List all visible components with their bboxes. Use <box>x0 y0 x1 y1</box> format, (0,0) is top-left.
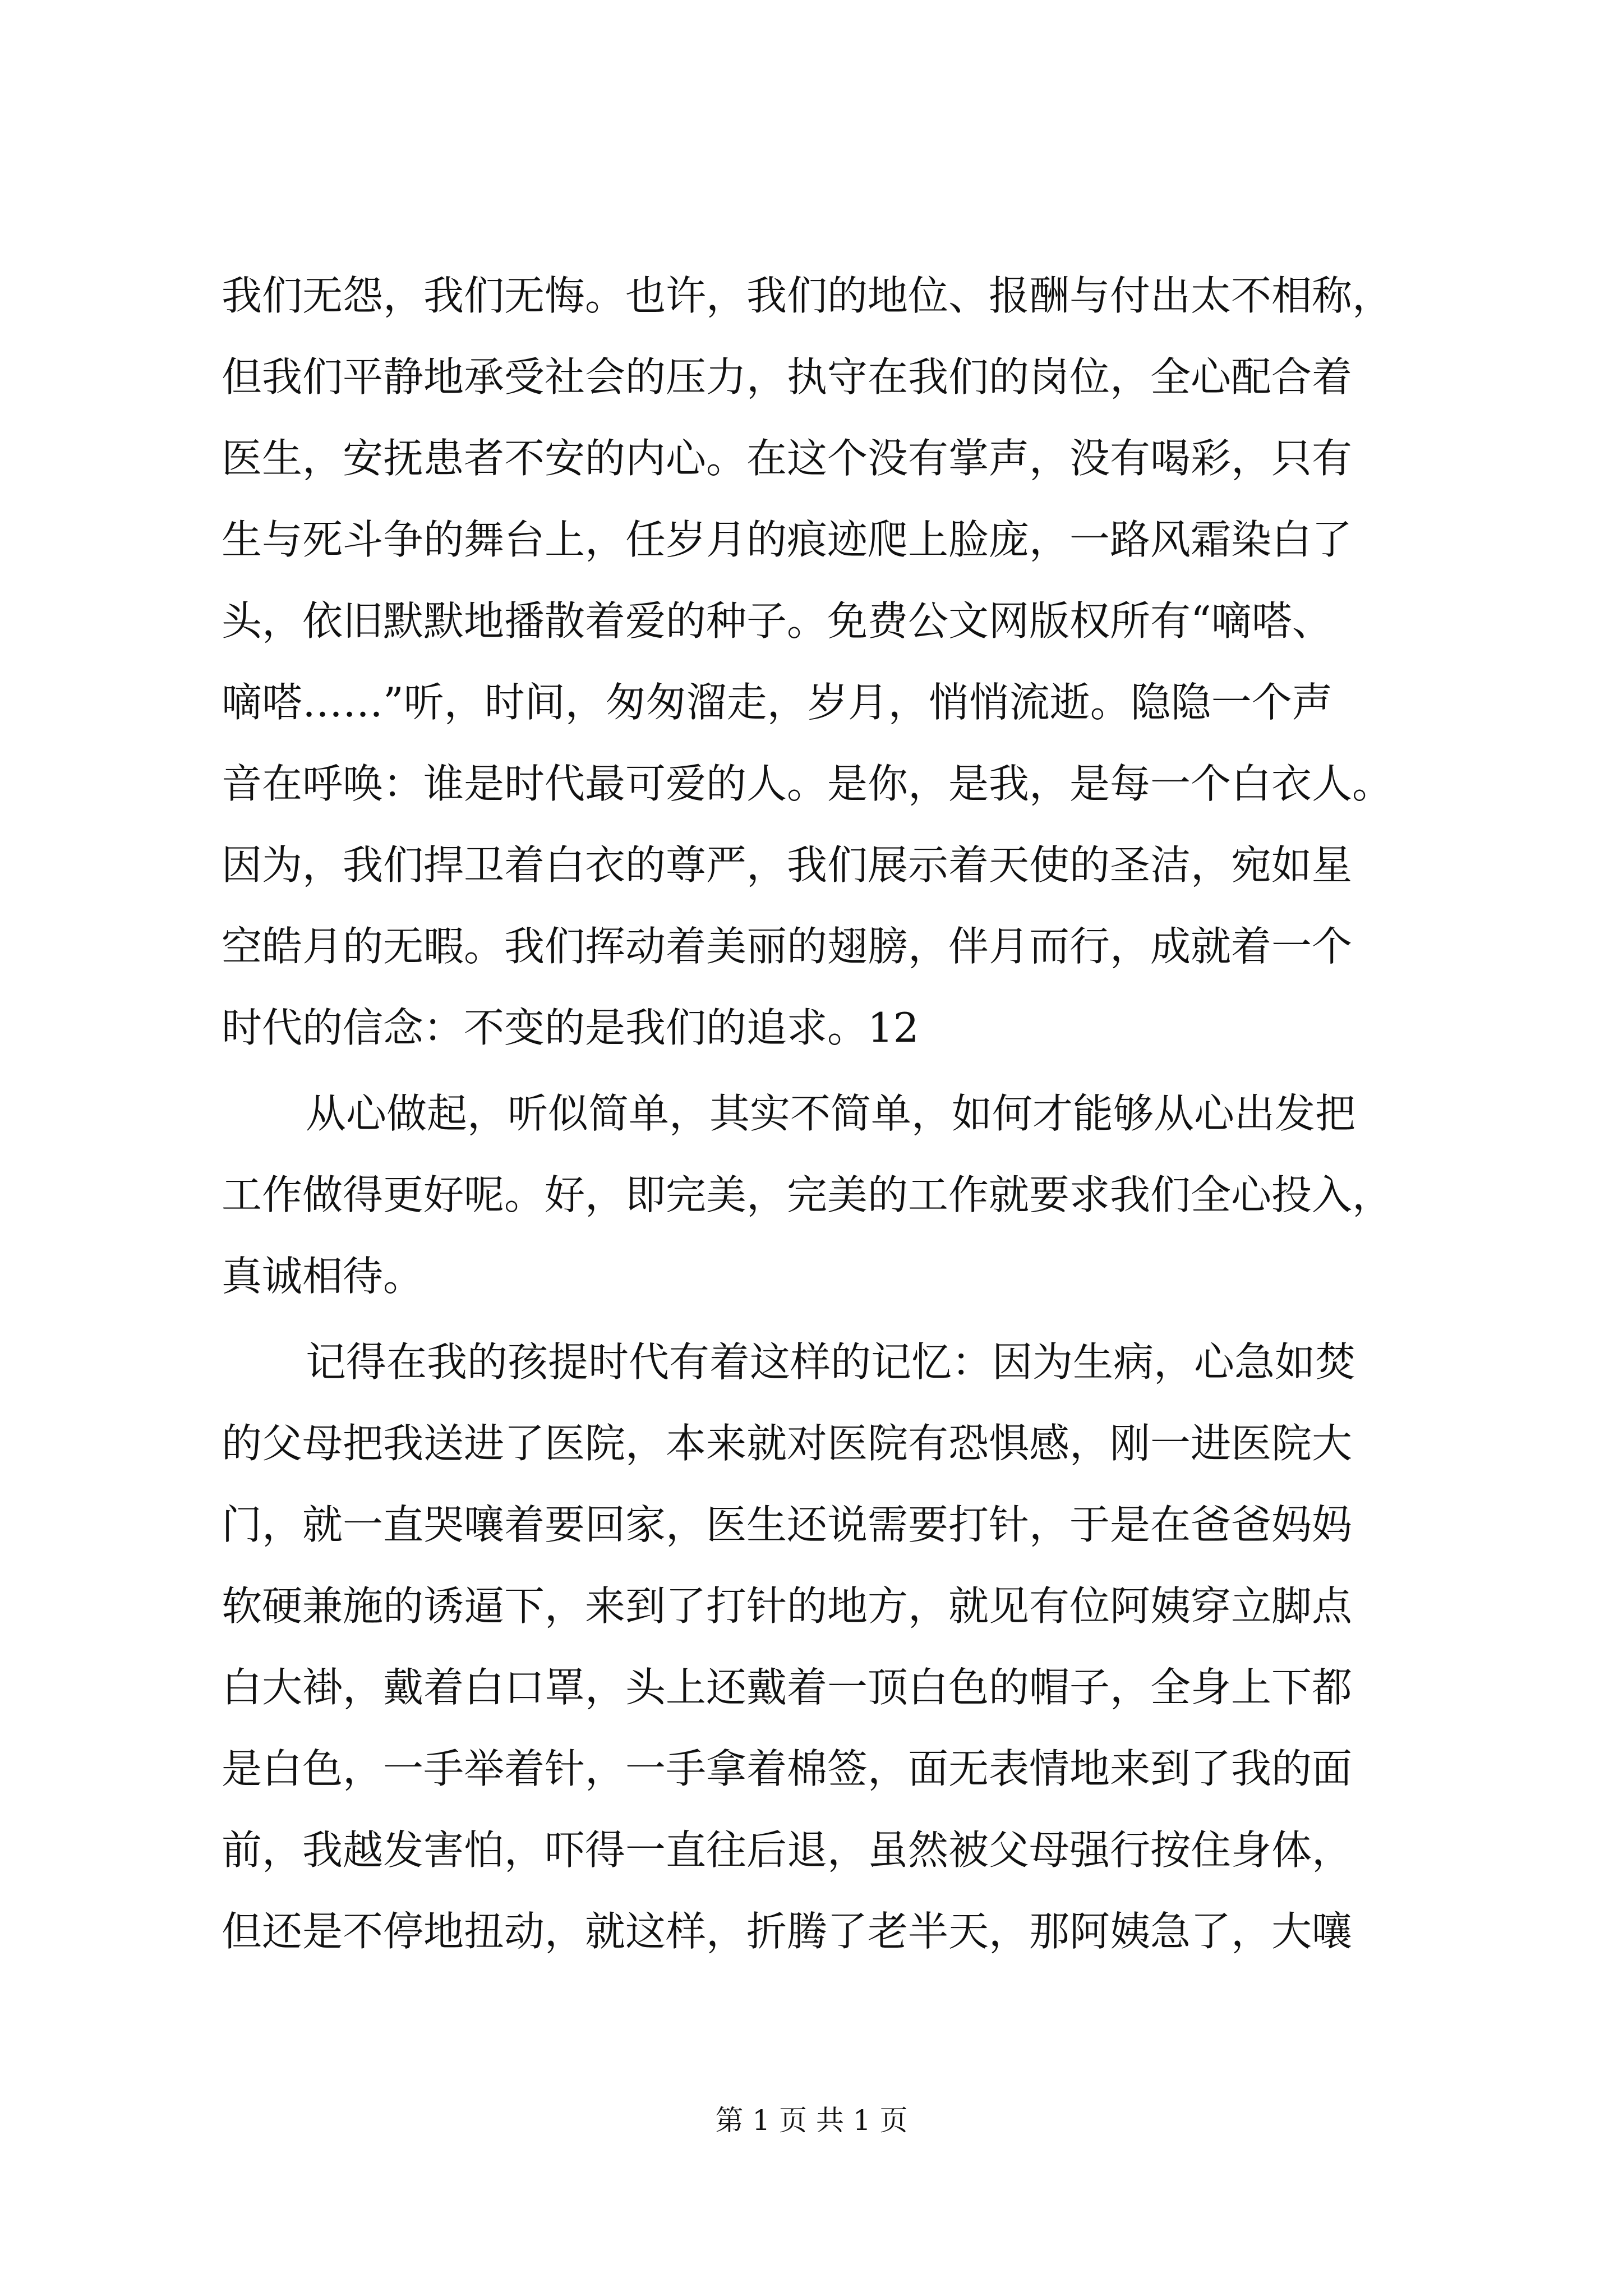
text-line: 生与死斗争的舞台上，任岁月的痕迹爬上脸庞，一路风霜染白了 <box>222 516 1353 563</box>
text-line: 白大褂，戴着白口罩，头上还戴着一顶白色的帽子，全身上下都 <box>222 1664 1353 1711</box>
text-line: 软硬兼施的诱逼下，来到了打针的地方，就见有位阿姨穿立脚点 <box>222 1582 1353 1630</box>
text-line: 因为，我们捍卫着白衣的尊严，我们展示着天使的圣洁，宛如星 <box>222 841 1353 889</box>
text-line: 嘀嗒……”听，时间，匆匆溜走，岁月，悄悄流逝。隐隐一个声 <box>222 679 1332 726</box>
text-line: 但我们平静地承受社会的压力，执守在我们的岗位，全心配合着 <box>222 353 1353 401</box>
text-line: 是白色，一手举着针，一手拿着棉签，面无表情地来到了我的面 <box>222 1745 1353 1792</box>
text-line: 记得在我的孩提时代有着这样的记忆：因为生病，心急如焚 <box>306 1338 1356 1386</box>
text-line: 但还是不停地扭动，就这样，折腾了老半天，那阿姨急了，大嚷 <box>222 1908 1353 1955</box>
text-line: 门，就一直哭嚷着要回家，医生还说需要打针，于是在爸爸妈妈 <box>222 1501 1353 1548</box>
paragraph <box>222 1322 1416 1972</box>
text-line: 空皓月的无暇。我们挥动着美丽的翅膀，伴月而行，成就着一个 <box>222 923 1353 970</box>
text-line: 的父母把我送进了医院，本来就对医院有恐惧感，刚一进医院大 <box>222 1420 1353 1467</box>
text-line: 工作做得更好呢。好，即完美，完美的工作就要求我们全心投入， <box>222 1171 1393 1218</box>
text-line: 从心做起，听似简单，其实不简单，如何才能够从心出发把 <box>306 1090 1356 1137</box>
text-line: 我们无怨，我们无悔。也许，我们的地位、报酬与付出太不相称， <box>222 272 1393 319</box>
text-line: 时代的信念：不变的是我们的追求。12 <box>222 1004 919 1051</box>
text-line: 头，依旧默默地播散着爱的种子。免费公文网版权所有“嘀嗒、 <box>222 597 1332 645</box>
document-body <box>222 255 1416 1972</box>
text-line: 医生，安抚患者不安的内心。在这个没有掌声，没有喝彩，只有 <box>222 435 1353 482</box>
text-line: 前，我越发害怕，吓得一直往后退，虽然被父母强行按住身体， <box>222 1826 1353 1874</box>
paragraph-gap <box>222 1317 1416 1322</box>
paragraph-gap <box>222 1069 1416 1073</box>
text-line: 音在呼唤：谁是时代最可爱的人。是你，是我，是每一个白衣人。 <box>222 760 1393 807</box>
paragraph <box>222 1073 1416 1317</box>
text-line: 真诚相待。 <box>222 1253 424 1300</box>
page-footer: 第 1 页 共 1 页 <box>715 2104 908 2137</box>
paragraph <box>222 255 1416 1069</box>
